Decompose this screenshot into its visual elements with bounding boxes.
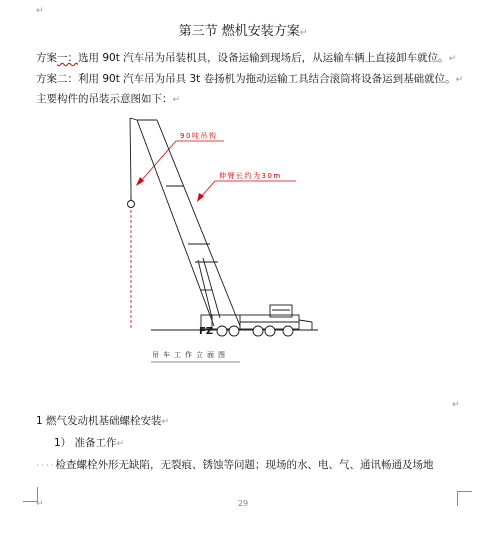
wheel-icon [229, 326, 239, 336]
plan-one-text: 选用 90t 汽车吊为吊装机具，设备运输到现场后，从运输车辆上直接卸车就位。 [78, 52, 449, 64]
paragraph-mark: ↵ [116, 439, 125, 449]
body-text: 检查螺栓外形无缺陷，无裂痕、锈蚀等问题；现场的水、电、气、通讯畅通及场地 [55, 459, 434, 471]
plan-two-text: 方案二：利用 90t 汽车吊为吊具 3t 卷扬机为拖动运输工具结合滚筒将设备运到基础就位。 [36, 73, 456, 85]
body-paragraph [36, 457, 433, 472]
vehicle-mark: FZ [199, 326, 214, 337]
wheel-icon [253, 326, 263, 336]
crane-wheels [217, 326, 293, 336]
paragraph-mark: ↵ [36, 6, 44, 16]
plan-one-number: 一： [57, 52, 78, 64]
luffing-strut-2 [203, 258, 220, 318]
plan-one-prefix: 方案 [36, 52, 57, 64]
hook-label: 90吨吊钩 [180, 132, 218, 140]
paragraph-mark: ↵ [452, 400, 460, 410]
paragraph-mark: ↵ [448, 54, 457, 64]
diagram-intro-text: 主要构件的吊装示意图如下： [36, 93, 173, 105]
paragraph-mark: ↵ [172, 95, 181, 105]
wheel-icon [217, 326, 227, 336]
hook-icon [128, 197, 135, 208]
paragraph-mark: ↵ [455, 75, 464, 85]
step-line [54, 435, 124, 450]
boom-lower-chord [137, 120, 214, 326]
paragraph-mark: ↵ [299, 28, 308, 38]
step-text: 1） 准备工作 [54, 437, 117, 449]
paragraph-mark: ↵ [161, 417, 170, 427]
boom-annotation [200, 181, 296, 198]
section-heading [36, 413, 169, 428]
page-number: 29 [237, 499, 249, 508]
title-text: 第三节 燃机安装方案 [178, 24, 300, 39]
indent-dots: ···· [36, 461, 56, 471]
jib-tip [130, 118, 131, 190]
paragraph-mark: ↵ [36, 499, 44, 509]
section-heading-text: 1 燃气发动机基础螺栓安装 [36, 415, 162, 427]
jib-head-link [130, 118, 137, 120]
boom-label: 伸臂长约为30m [219, 172, 282, 180]
wheel-icon [265, 326, 275, 336]
diagram-caption: 吊车工作立面图 [152, 351, 229, 359]
boom-upper-chord [157, 120, 240, 326]
wheel-icon [283, 326, 293, 336]
